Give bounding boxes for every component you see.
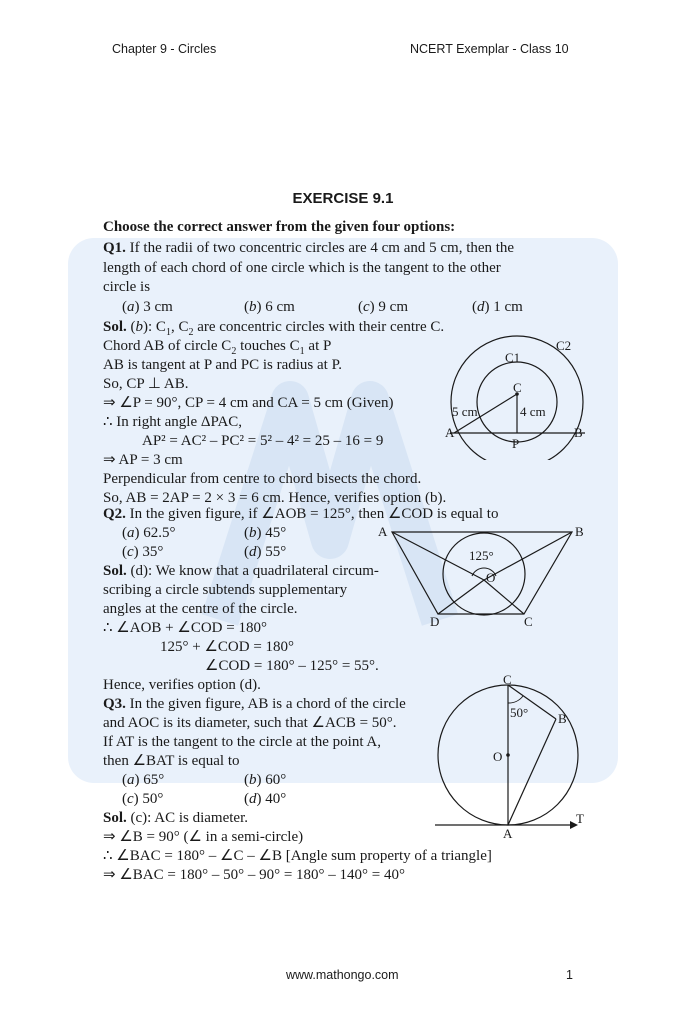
q2-option-c: (c) 35° — [122, 544, 164, 560]
angle-arc — [508, 696, 523, 703]
q3-text2: and AOC is its diameter, such that ∠ACB = 50°. — [103, 715, 397, 731]
q2-option-b: (b) 45° — [244, 525, 287, 541]
label-o: O — [486, 570, 496, 585]
q1-sol-line7: ⇒ AP = 3 cm — [103, 452, 183, 468]
q1-sol-line1: Sol. (b): $C_1$, $C_2$ are concentric circles with their centre C. — [103, 319, 445, 338]
line-ob — [484, 532, 572, 580]
q3-sol2: ⇒ ∠B = 90° (∠ in a semi-circle) — [103, 829, 304, 845]
label-angle: 125° — [469, 548, 494, 563]
q3-text4: then ∠BAT is equal to — [103, 753, 240, 769]
q3-sol3: ∴ ∠BAC = 180° – ∠C – ∠B [Angle sum property of a triangle] — [103, 848, 492, 864]
label-o: O — [493, 749, 503, 764]
label-c: C — [503, 675, 512, 687]
quadrilateral-abcd — [392, 532, 572, 614]
label-b: B — [558, 711, 567, 726]
label-c: C — [524, 614, 533, 629]
centre-point — [506, 753, 510, 757]
header-book: NCERT Exemplar - Class 10 — [410, 42, 569, 56]
label-a: A — [378, 524, 388, 539]
q1-sol-line8: Perpendicular from centre to chord bisects the chord. — [103, 471, 422, 487]
q1-sol-line4: So, CP ⊥ AB. — [103, 376, 189, 392]
chord-ab — [508, 719, 556, 825]
q2-eq3: ∠COD = 180° – 125° = 55°. — [205, 658, 379, 674]
q3-option-c: (c) 50° — [122, 791, 164, 807]
q1-sol-line3: AB is tangent at P and PC is radius at P. — [103, 357, 343, 373]
q1-label: Q1. — [103, 240, 126, 256]
instruction: Choose the correct answer from the given four options: — [103, 219, 456, 235]
label-c2: C2 — [556, 338, 572, 353]
q3-option-b: (b) 60° — [244, 772, 287, 788]
q1-line1 — [103, 239, 514, 257]
q1-sol-line5: ⇒ ∠P = 90°, CP = 4 cm and CA = 5 cm (Given) — [103, 395, 394, 411]
q3-line1: Q3. In the given figure, AB is a chord of the circle — [103, 696, 406, 712]
label-b: B — [575, 524, 584, 539]
q1-sol-eq: AP² = AC² – PC² = 5² – 4² = 25 – 16 = 9 — [142, 433, 384, 449]
label-a: A — [503, 826, 513, 840]
q1-sol-line6: ∴ In right angle ΔPAC, — [103, 414, 243, 430]
header-chapter: Chapter 9 - Circles — [112, 42, 217, 56]
q3-option-a: (a) 65° — [122, 772, 165, 788]
q2-figure — [372, 522, 592, 632]
q2-line1: Q2. In the given figure, if ∠AOB = 125°, then ∠COD is equal to — [103, 506, 499, 522]
q1-text1: If the radii of two concentric circles are 4 cm and 5 cm, then the — [125, 240, 515, 256]
q2-sol3: angles at the centre of the circle. — [103, 601, 298, 617]
q2-eq1: ∴ ∠AOB + ∠COD = 180° — [103, 620, 267, 636]
label-c: C — [513, 380, 522, 395]
label-a: A — [445, 425, 455, 440]
page-number: 1 — [566, 968, 573, 982]
label-c1: C1 — [505, 350, 521, 365]
q1-option-b: (b) 6 cm — [244, 299, 295, 315]
label-p: P — [512, 436, 520, 451]
q2-sol2: scribing a circle subtends supplementary — [103, 582, 348, 598]
q3-text3: If AT is the tangent to the circle at the point A, — [103, 734, 381, 750]
inscribed-circle — [443, 533, 525, 615]
label-t: T — [576, 811, 584, 826]
q2-hence: Hence, verifies option (d). — [103, 677, 261, 693]
label-b: B — [574, 425, 583, 440]
q3-option-d: (d) 40° — [244, 791, 287, 807]
q2-option-a: (a) 62.5° — [122, 525, 176, 541]
q3-sol1: Sol. (c): AC is diameter. — [103, 810, 248, 826]
q1-text3: circle is — [103, 279, 151, 295]
q3-sol4: ⇒ ∠BAC = 180° – 50° – 90° = 180° – 140° = 40° — [103, 867, 405, 883]
label-5cm: 5 cm — [452, 404, 478, 419]
q1-text2: length of each chord of one circle which is the tangent to the other — [103, 260, 501, 276]
footer-url[interactable]: www.mathongo.com — [286, 968, 399, 982]
q2-option-d: (d) 55° — [244, 544, 287, 560]
q1-option-a: (a) 3 cm — [122, 299, 173, 315]
q1-option-d: (d) 1 cm — [472, 299, 523, 315]
q1-figure — [440, 330, 590, 460]
q3-figure — [430, 675, 590, 840]
label-angle: 50° — [510, 705, 529, 720]
label-4cm: 4 cm — [520, 404, 546, 419]
q1-sol-line2: Chord AB of circle $C_2$ touches $C_1$ at P — [103, 338, 332, 357]
q1-sol-line9: So, AB = 2AP = 2 × 3 = 6 cm. Hence, verifies option (b). — [103, 490, 447, 506]
q2-sol1: Sol. (d): We know that a quadrilateral circum- — [103, 563, 379, 579]
exercise-title: EXERCISE 9.1 — [292, 190, 394, 207]
q1-option-c: (c) 9 cm — [358, 299, 408, 315]
q2-eq2: 125° + ∠COD = 180° — [160, 639, 295, 655]
label-d: D — [430, 614, 440, 629]
